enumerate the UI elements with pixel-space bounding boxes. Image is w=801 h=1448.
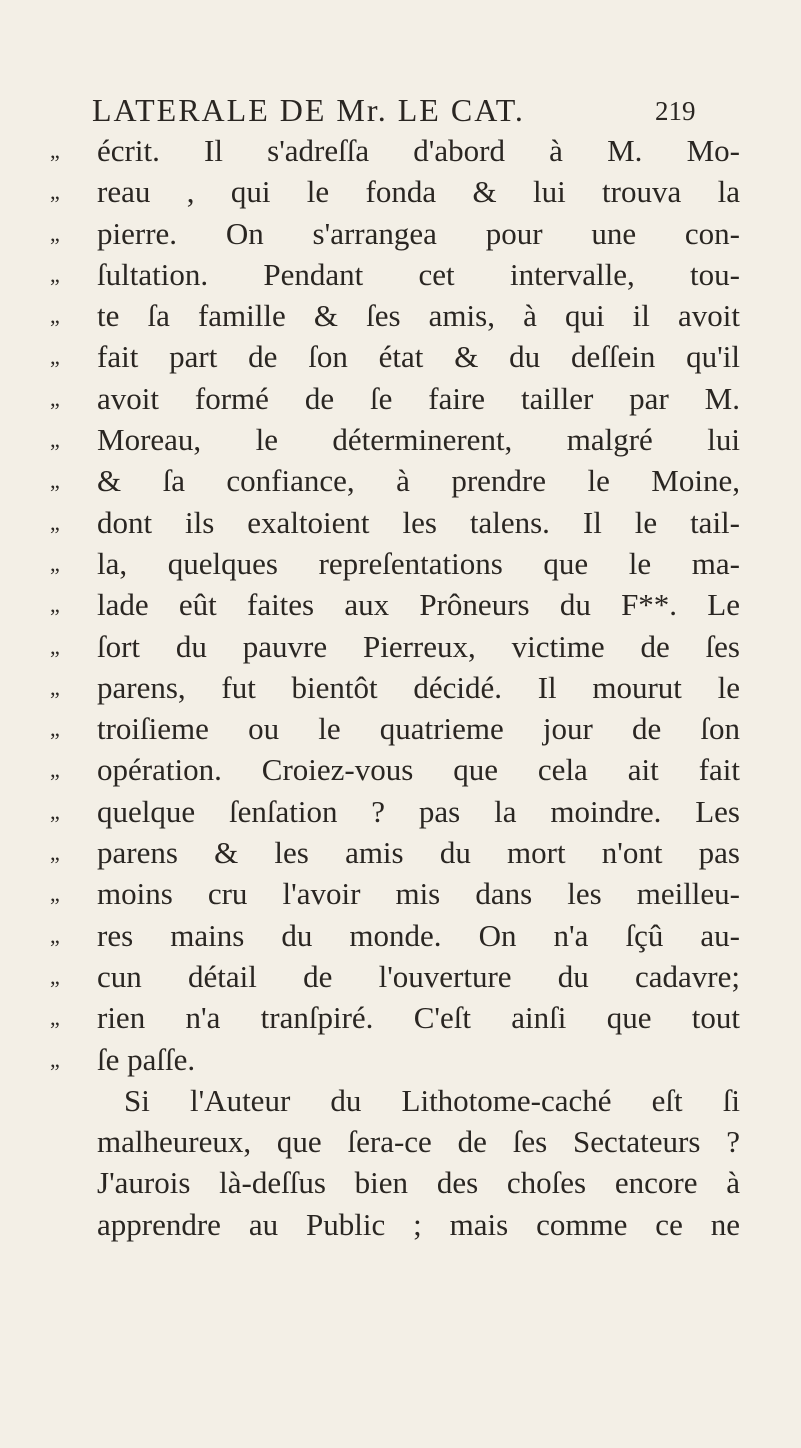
quote-mark: „ [50, 963, 60, 989]
quote-mark: „ [50, 922, 60, 948]
text-line: „ la, quelques repreſentations que le ma- [40, 543, 740, 584]
quote-mark: „ [50, 1005, 60, 1031]
quote-mark: „ [50, 550, 60, 576]
text-line: „ ſe paſſe. [40, 1039, 740, 1080]
quote-mark: „ [50, 1046, 60, 1072]
running-title: LATERALE DE Mr. LE CAT. [92, 92, 525, 128]
text-line: „ res mains du monde. On n'a ſçû au- [40, 915, 740, 956]
quote-mark: „ [50, 509, 60, 535]
text-line: „ ſort du pauvre Pierreux, victime de ſes [40, 626, 740, 667]
text-line: „ parens, fut bientôt décidé. Il mourut le [40, 667, 740, 708]
text-line: „ cun détail de l'ouverture du cadavre; [40, 956, 740, 997]
quote-mark: „ [50, 427, 60, 453]
text-line: „ Moreau, le déterminerent, malgré lui [40, 419, 740, 460]
text-line: „ & ſa confiance, à prendre le Moine, [40, 460, 740, 501]
quote-mark: „ [50, 344, 60, 370]
quote-mark: „ [50, 840, 60, 866]
text-line: „ écrit. Il s'adreſſa d'abord à M. Mo- [40, 130, 740, 171]
text-line: „ troiſieme ou le quatrieme jour de ſon [40, 708, 740, 749]
quote-mark: „ [50, 881, 60, 907]
quote-mark: „ [50, 716, 60, 742]
running-header [92, 92, 696, 129]
text-line: „ te ſa famille & ſes amis, à qui il avoit [40, 295, 740, 336]
text-line: „ reau , qui le fonda & lui trouva la [40, 171, 740, 212]
text-line: „ ſultation. Pendant cet intervalle, tou- [40, 254, 740, 295]
text-body [40, 130, 740, 1245]
quote-mark: „ [50, 385, 60, 411]
text-line: „ avoit formé de ſe faire tailler par M. [40, 378, 740, 419]
quote-mark: „ [50, 798, 60, 824]
quote-mark: „ [50, 179, 60, 205]
paragraph-line: apprendre au Public ; mais comme ce ne [97, 1206, 740, 1242]
quote-mark: „ [50, 468, 60, 494]
paragraph-line: Si l'Auteur du Lithotome-caché eſt ſi [124, 1082, 740, 1118]
quote-mark: „ [50, 592, 60, 618]
paragraph-line: malheureux, que ſera-ce de ſes Sectateurs ? [97, 1124, 740, 1160]
text-line: „ parens & les amis du mort n'ont pas [40, 832, 740, 873]
quote-mark: „ [50, 220, 60, 246]
quote-mark: „ [50, 674, 60, 700]
text-line: „ lade eût faites aux Prôneurs du F**. Le [40, 584, 740, 625]
text-line: „ quelque ſenſation ? pas la moindre. Les [40, 791, 740, 832]
quote-mark: „ [50, 138, 60, 163]
quote-mark: „ [50, 261, 60, 287]
text-line: „ moins cru l'avoir mis dans les meilleu- [40, 873, 740, 914]
quote-mark: „ [50, 303, 60, 329]
text-line: „ rien n'a tranſpiré. C'eſt ainſi que tout [40, 997, 740, 1038]
page-number: 219 [655, 96, 696, 126]
text-line: „ dont ils exaltoient les talens. Il le tail- [40, 502, 740, 543]
quote-mark: „ [50, 633, 60, 659]
text-line: „ pierre. On s'arrangea pour une con- [40, 213, 740, 254]
quote-mark: „ [50, 757, 60, 783]
paragraph-line: J'aurois là-deſſus bien des choſes encore à [97, 1165, 740, 1201]
text-line: „ opération. Croiez-vous que cela ait fait [40, 749, 740, 790]
text-line: „ fait part de ſon état & du deſſein qu'il [40, 336, 740, 377]
